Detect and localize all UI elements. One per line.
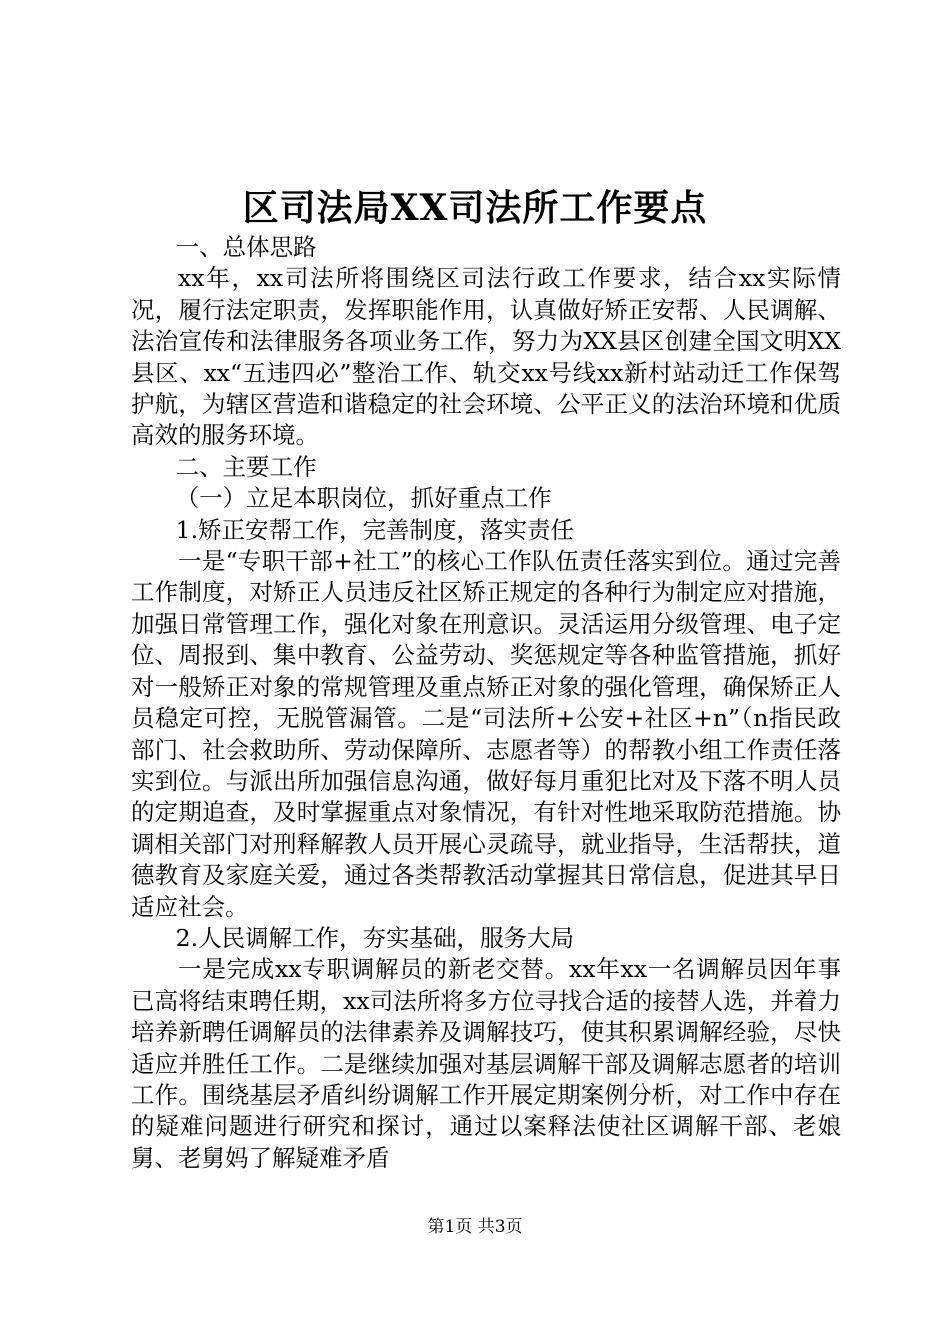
body-paragraph: xx年，xx司法所将围绕区司法行政工作要求，结合xx实际情况，履行法定职责，发挥职能作用，认真做好矫正安帮、人民调解、法治宣传和法律服务各项业务工作，努力为XX县区创建全国文明XX县区、xx“五违四必”整治工作、轨交xx号线xx新村站动迁工作保驾护航，为辖区营造和谐稳定的社会环境、公平正义的法治环境和优质高效的服务环境。 — [131, 264, 841, 450]
page-footer: 第1页 共3页 — [427, 1217, 523, 1237]
document-body — [131, 232, 841, 1174]
body-paragraph: 一是“专职干部+社工”的核心工作队伍责任落实到位。通过完善工作制度，对矫正人员违反社区矫正规定的各种行为制定应对措施，加强日常管理工作，强化对象在刑意识。灵活运用分级管理、电子定位、周报到、集中教育、公益劳动、奖惩规定等各种监管措施，抓好对一般矫正对象的常规管理及重点矫正对象的强化管理，确保矫正人员稳定可控，无脱管漏管。二是“司法所+公安+社区+n”（n指民政部门、社会救助所、劳动保障所、志愿者等）的帮教小组工作责任落实到位。与派出所加强信息沟通，做好每月重犯比对及下落不明人员的定期追查，及时掌握重点对象情况，有针对性地采取防范措施。协调相关部门对刑释解教人员开展心灵疏导，就业指导，生活帮扶，道德教育及家庭关爱，通过各类帮教活动掌握其日常信息，促进其早日适应社会。 — [131, 547, 841, 921]
item-heading: 2.人民调解工作，夯实基础，服务大局 — [175, 923, 575, 952]
section-heading: 一、总体思路 — [175, 233, 317, 261]
body-paragraph: 一是完成xx专职调解员的新老交替。xx年xx一名调解员因年事已高将结束聘任期，xx司法所将多方位寻找合适的接替人选，并着力培养新聘任调解员的法律素养及调解技巧，使其积累调解经验，尽快适应并胜任工作。二是继续加强对基层调解干部及调解志愿者的培训工作。围绕基层矛盾纠纷调解工作开展定期案例分析，对工作中存在的疑难问题进行研究和探讨，通过以案释法使社区调解干部、老娘舅、老舅妈了解疑难矛盾 — [131, 955, 841, 1172]
item-heading: 1.矫正安帮工作，完善制度，落实责任 — [175, 515, 575, 544]
document-title: 区司法局XX司法所工作要点 — [242, 187, 708, 229]
section-heading: 二、主要工作 — [175, 452, 317, 481]
subsection-heading: （一）立足本职岗位，抓好重点工作 — [175, 484, 552, 513]
